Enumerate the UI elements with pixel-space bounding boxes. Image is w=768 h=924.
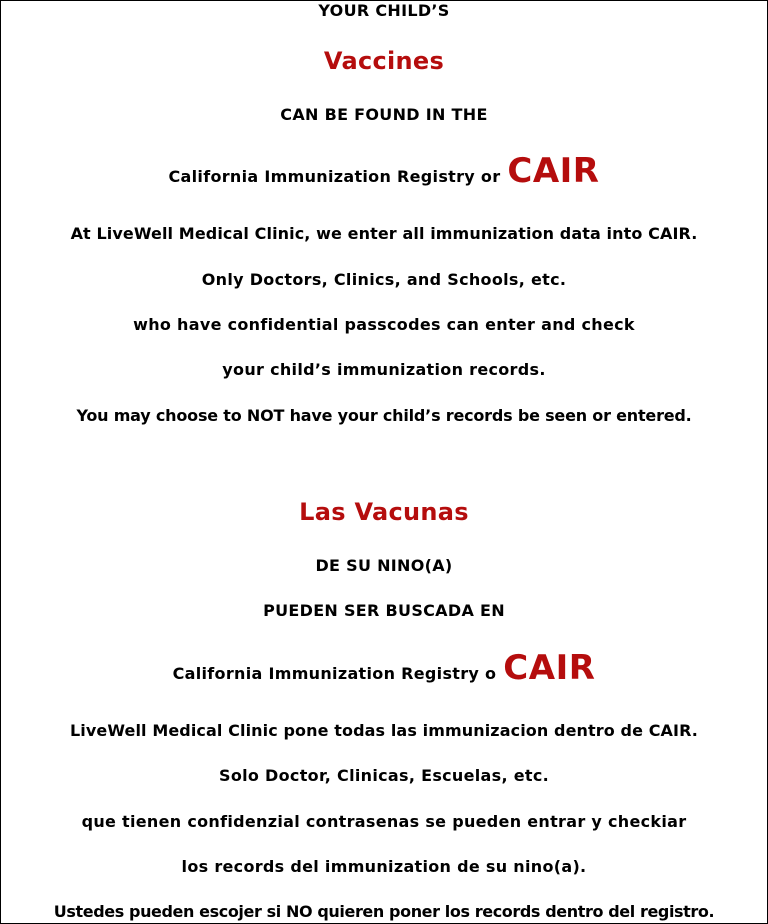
english-vaccines-heading: Vaccines — [323, 47, 445, 75]
english-heading-line2: CAN BE FOUND IN THE — [280, 105, 488, 124]
english-paragraph-5: You may choose to NOT have your child’s records be seen or entered. — [76, 406, 692, 425]
spanish-paragraph-4: los records del immunization de su nino(a). — [181, 857, 587, 876]
english-paragraph-2: Only Doctors, Clinics, and Schools, etc. — [201, 270, 567, 289]
english-registry-prefix: California Immunization Registry or — [168, 167, 501, 186]
spanish-paragraph-1: LiveWell Medical Clinic pone todas las immunizacion dentro de CAIR. — [69, 721, 698, 740]
spanish-cair-acronym: CAIR — [503, 648, 596, 688]
english-paragraph-3: who have confidential passcodes can enter and check — [133, 315, 635, 334]
english-paragraph-4: your child’s immunization records. — [222, 360, 546, 379]
english-heading-line1: YOUR CHILD’S — [318, 1, 450, 20]
spanish-paragraph-2: Solo Doctor, Clinicas, Escuelas, etc. — [219, 766, 549, 785]
spanish-paragraph-5: Ustedes pueden escojer si NO quieren poner los records dentro del registro. — [53, 902, 715, 921]
english-paragraph-1: At LiveWell Medical Clinic, we enter all immunization data into CAIR. — [70, 224, 698, 243]
spanish-heading-line2: PUEDEN SER BUSCADA EN — [263, 601, 505, 620]
spanish-registry-prefix: California Immunization Registry o — [172, 664, 497, 683]
spanish-registry-line — [1, 648, 767, 688]
english-cair-acronym: CAIR — [507, 151, 600, 191]
spanish-paragraph-3: que tienen confidenzial contrasenas se pueden entrar y checkiar — [81, 812, 687, 831]
spanish-heading-line1: DE SU NINO(A) — [315, 556, 453, 575]
spanish-vacunas-heading: Las Vacunas — [299, 498, 469, 526]
english-registry-line — [1, 151, 767, 191]
